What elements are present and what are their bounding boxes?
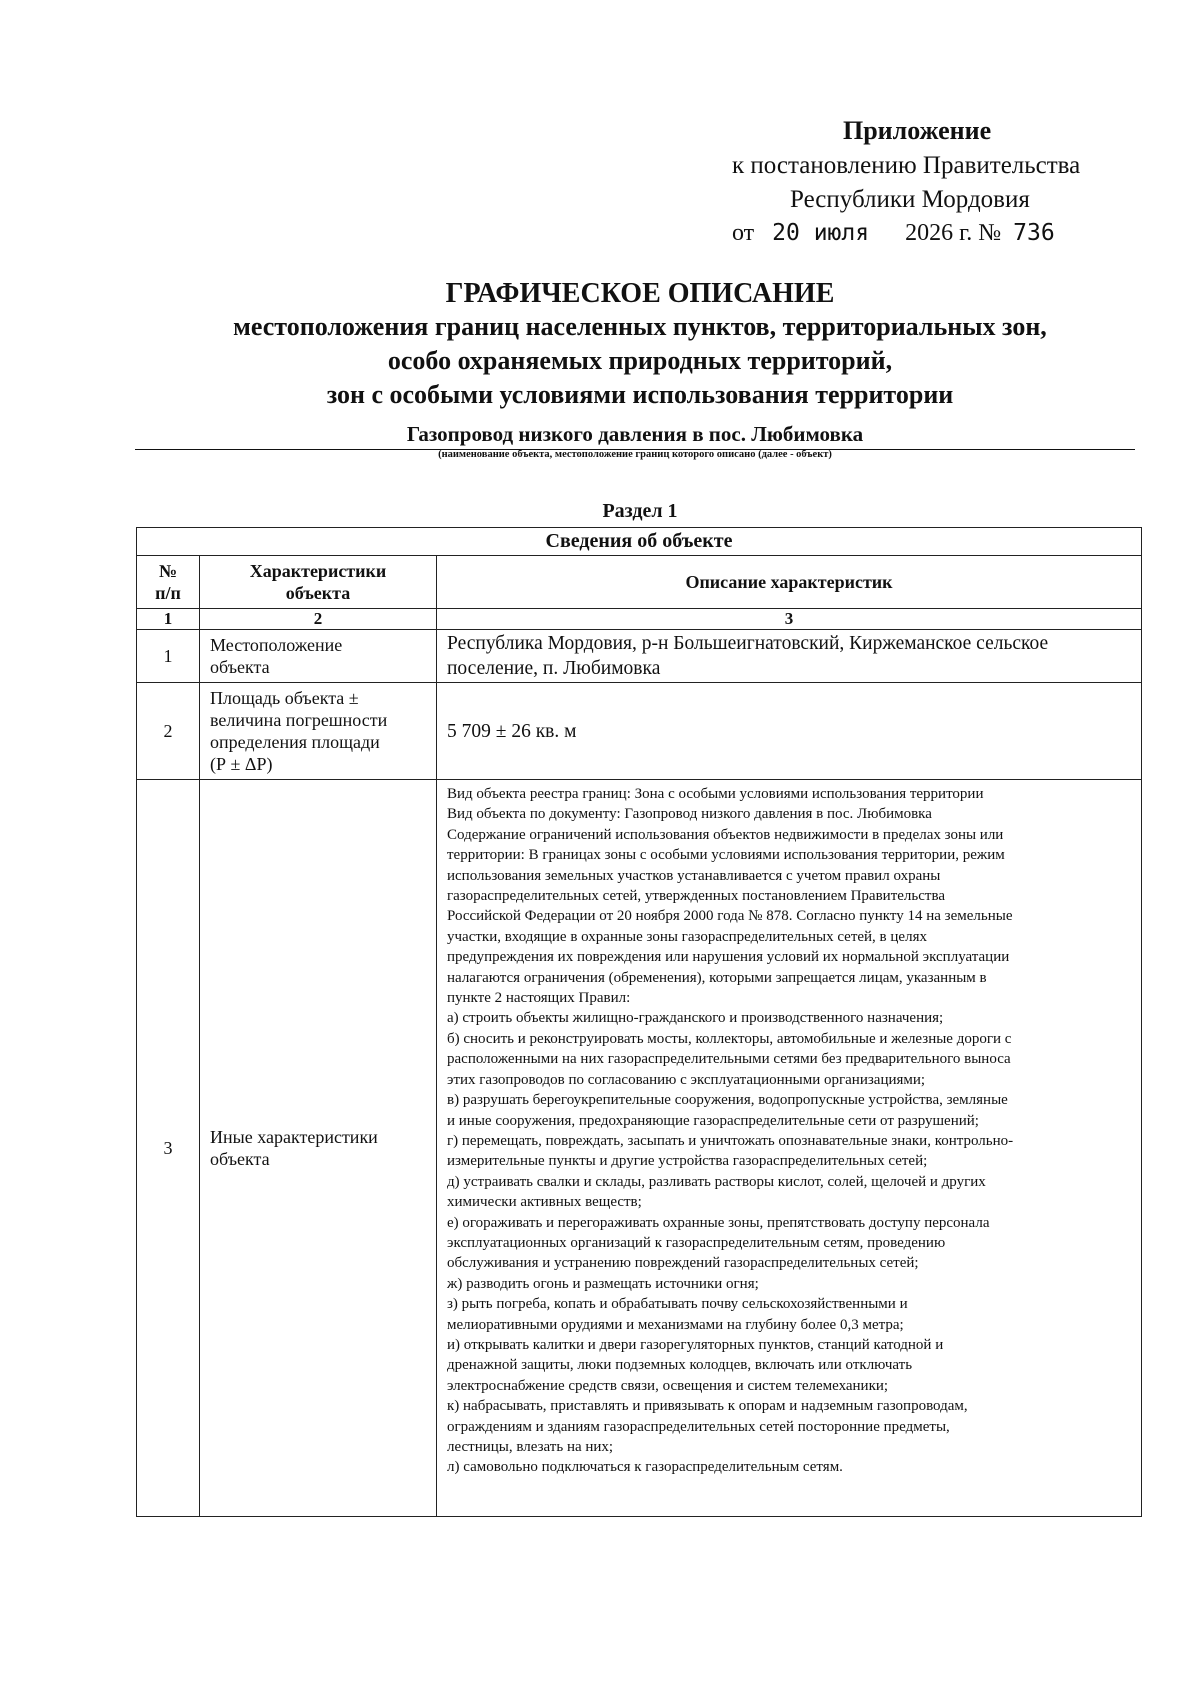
table-row	[137, 780, 1142, 1517]
document-subtitle-line3: зон с особыми условиями использования территории	[326, 380, 954, 409]
characteristic-name: Площадь объекта ± величина погрешности определения площади (Р ± ΔР)	[200, 683, 437, 780]
section-title: Раздел 1	[602, 500, 678, 522]
table-caption: Сведения об объекте	[137, 528, 1142, 556]
row-number: 1	[137, 630, 200, 683]
column-number-1: 1	[137, 609, 200, 630]
characteristic-name: Местоположение объекта	[200, 630, 437, 683]
characteristic-value: 5 709 ± 26 кв. м	[437, 683, 1142, 780]
annex-number: 736	[1013, 220, 1055, 246]
header-num: № п/п	[137, 556, 200, 609]
annex-line-republic: Республики Мордовия	[790, 186, 1030, 213]
annex-line-date	[732, 220, 1055, 247]
row-number: 3	[137, 780, 200, 1517]
characteristic-value: Вид объекта реестра границ: Зона с особыми условиями использования территории Вид объекта по документу: Газопровод низкого давления в пос. Любимовка Содержание ограничений использования объектов недвижимости в пределах зоны или территории: В границах зоны с особыми условиями использования территории, режим использования земельных участков устанавливается с учетом правил охраны газораспределительных сетей, утвержденных постановлением Правительства Российской Федерации от 20 ноября 2000 года № 878. Согласно пункту 14 на земельные участки, входящие в охранные зоны газораспределительных сетей, в целях предупреждения их повреждения или нарушения условий их нормальной эксплуатации налагаются ограничения (обременения), которыми запрещается лицам, указанным в пункте 2 настоящих Правил: а) строить объекты жилищно-гражданского и производственного назначения; б) сносить и реконструировать мосты, коллекторы, автомобильные и железные дороги с расположенными на них газораспределительными сетями без предварительного выноса этих газопроводов по согласованию с эксплуатационными организациями; в) разрушать берегоукрепительные сооружения, водопропускные устройства, земляные и иные сооружения, предохраняющие газораспределительные сети от разрушений; г) перемещать, повреждать, засыпать и уничтожать опознавательные знаки, контрольно- измерительные пункты и другие устройства газораспределительных сетей; д) устраивать свалки и склады, разливать растворы кислот, солей, щелочей и других химически активных веществ; е) огораживать и перегораживать охранные зоны, препятствовать доступу персонала эксплуатационных организаций к газораспределительным сетям, проведению обслуживания и устранению повреждений газораспределительных сетей; ж) разводить огонь и размещать источники огня; з) рыть погреба, копать и обрабатывать почву сельскохозяйственными и мелиоративными орудиями и механизмами на глубину более 0,3 метра; и) открывать калитки и двери газорегуляторных пунктов, станций катодной и дренажной защиты, люки подземных колодцев, включать или отключать электроснабжение средств связи, освещения и систем телемеханики; к) набрасывать, приставлять и привязывать к опорам и надземным газопроводам, ограждениям и зданиям газораспределительных сетей посторонние предметы, лестницы, влезать на них; л) самовольно подключаться к газораспределительным сетям.	[437, 780, 1142, 1517]
annex-date: 20 июля	[772, 220, 870, 246]
object-info-table	[136, 527, 1142, 1517]
header-description: Описание характеристик	[437, 556, 1142, 609]
document-subtitle-line2: особо охраняемых природных территорий,	[387, 346, 893, 375]
column-number-3: 3	[437, 609, 1142, 630]
annex-line-decree: к постановлению Правительства	[732, 152, 1081, 179]
characteristic-value: Республика Мордовия, р-н Большеигнатовский, Киржеманское сельское поселение, п. Любимовка	[437, 630, 1142, 683]
column-number-2: 2	[200, 609, 437, 630]
document-title: ГРАФИЧЕСКОЕ ОПИСАНИЕ	[445, 278, 835, 309]
annex-prefix-from: от	[732, 220, 755, 246]
annex-year: 2026 г. №	[905, 220, 1002, 246]
table-row	[137, 683, 1142, 780]
row-number: 2	[137, 683, 200, 780]
table-row	[137, 630, 1142, 683]
document-subtitle-line1: местоположения границ населенных пунктов, территориальных зон,	[233, 312, 1047, 341]
annex-title: Приложение	[843, 116, 992, 145]
characteristic-name: Иные характеристики объекта	[200, 780, 437, 1517]
object-name-caption: (наименование объекта, местоположение границ которого описано (далее - объект)	[438, 449, 832, 460]
header-characteristic: Характеристики объекта	[200, 556, 437, 609]
object-name: Газопровод низкого давления в пос. Любимовка	[135, 422, 1135, 450]
